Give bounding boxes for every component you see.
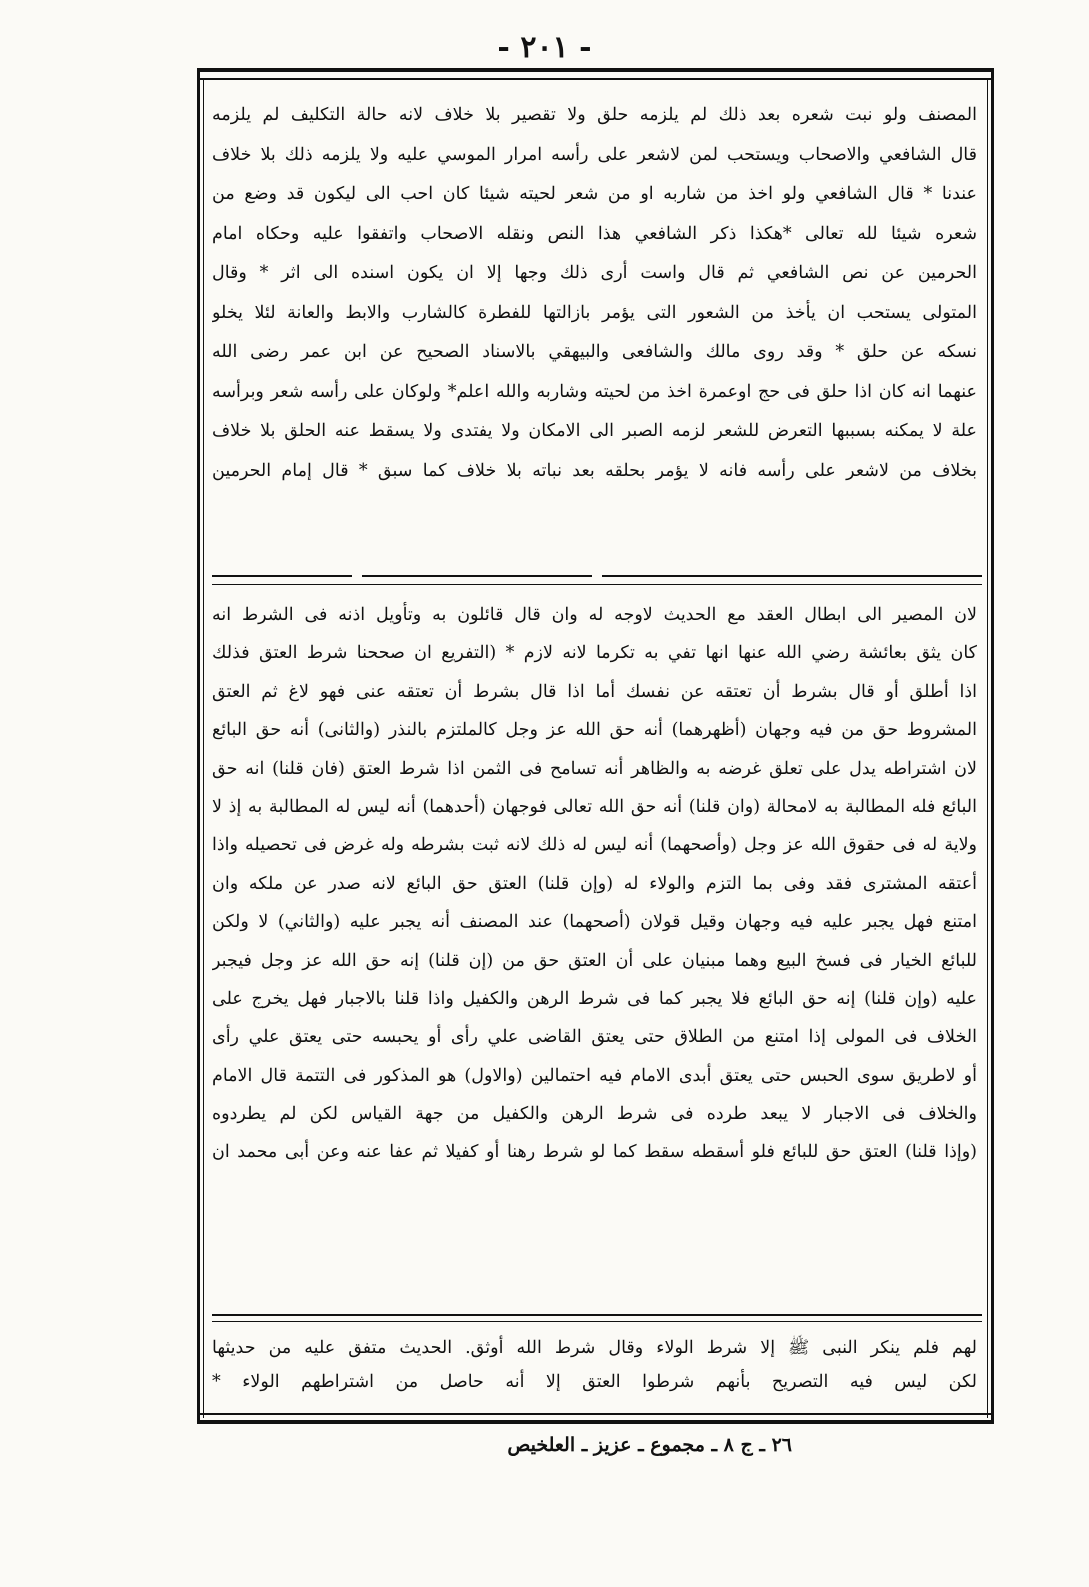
frame-left-inner-border	[203, 78, 204, 1418]
footnote-text-line: لهم فلم ينكر النبى ﷺ إلا شرط الولاء وقال شرط الله أوثق. الحديث متفق عليه من حديثها	[212, 1338, 977, 1358]
commentary-text-line: المشروط حق من فيه وجهان (أظهرهما) أنه حق الله عز وجل كالملتزم بالنذر (والثانى) أنه حق البائع	[212, 720, 977, 741]
frame-left-border	[197, 68, 200, 1424]
commentary-text-line: عليه (وإن قلنا) إنه حق البائع فلا يجبر كما فى شرط الرهن والكفيل واذا قلنا بالاجبار فهل يخرج على	[212, 988, 977, 1009]
frame-right-border	[991, 68, 994, 1424]
commentary-text-line: ولاية له فى حقوق الله عز وجل (وأصحهما) أنه ليس له ذلك لانه ثبت بشرطه وله غرض فى تحصيله واذا	[212, 835, 977, 856]
main-text-line: عندنا * قال الشافعي ولو اخذ من شاربه او من شعر لحيته شيئا كان احب الى ليكون قد وضع من	[212, 184, 977, 204]
footnote-divider	[212, 1314, 982, 1316]
commentary-text-line: امتنع فهل يجبر عليه فيه وجهان وقيل قولان (أصحهما) عند المصنف أنه يجبر عليه (والثاني) لا ولكن	[212, 912, 977, 933]
main-text-line: نسكه عن حلق * وقد روى مالك والشافعى والبيهقي بالاسناد الصحيح عن ابن عمر رضى الله	[212, 342, 977, 362]
section-divider-thin	[212, 584, 982, 585]
commentary-text-line: أعتقه المشترى فقد وفى بما التزم والولاء له (وإن قلنا) العتق حق البائع لانه صدر عن ملكه وان	[212, 873, 977, 894]
commentary-text-line: البائع فله المطالبة به لامحالة (وان قلنا) أنه حق الله تعالى فوجهان (أحدهما) أنه ليس له المطالبة به إذ لا	[212, 796, 977, 817]
section-divider	[212, 575, 352, 577]
frame-top-border	[197, 68, 994, 72]
main-text-line: الحرمين عن نص الشافعي ثم قال واست أرى ذلك وجها إلا ان يكون اسنده الى اثر * وقال	[212, 263, 977, 283]
commentary-text-line: والخلاف فى الاجبار لا يبعد طرده فى شرط الرهن والكفيل من جهة القياس لكن لم يطردوه	[212, 1104, 977, 1125]
commentary-text-line: لان المصير الى ابطال العقد مع الحديث لاوجه له وان قال قائلون به وتأويل اذنه فى الشرط انه	[212, 605, 977, 625]
commentary-text-line: لان اشتراطه يدل على تعلق غرضه به والظاهر أنه تسامح فى الثمن اذا شرط العتق (فان قلنا) انه حق	[212, 758, 977, 779]
footnote-text-line: لكن ليس فيه التصريح بأنهم شرطوا العتق إلا أنه حاصل من اشتراطهم الولاء *	[212, 1372, 977, 1392]
main-text-line: المصنف ولو نبت شعره بعد ذلك لم يلزمه حلق ولا تقصير بلا خلاف لانه حالة التكليف لم يلزمه	[212, 105, 977, 125]
commentary-text-line: أو لاطريق سوى الحبس حتى يعتق أبدى الامام فيه احتمالين (والاول) هو المذكور فى التتمة قال الامام	[212, 1065, 977, 1086]
main-text-line: عنهما انه كان اذا حلق فى حج اوعمرة اخذ من لحيته وشاربه والله اعلم* ولوكان على رأسه شعر وبرأسه	[212, 381, 977, 402]
frame-right-inner-border	[987, 78, 988, 1418]
section-divider	[602, 575, 982, 577]
printer-signature: ٢٦ ـ ج ٨ ـ مجموع ـ عزيز ـ العلخيص	[507, 1434, 792, 1456]
frame-top-inner-border	[200, 78, 991, 80]
commentary-text-line: اذا أطلق أو قال بشرط أن تعتقه عن نفسك أما اذا قال بشرط أن تعتقه عنى فهو لاغ ثم العتق	[212, 681, 977, 702]
main-text-line: بخلاف من لاشعر على رأسه فانه لا يؤمر بحلقه بعد نباته بلا خلاف كما سبق * قال إمام الحرمين	[212, 460, 977, 481]
commentary-text-line: الخلاف فى المولى إذا امتنع من الطلاق حتى يعتق القاضى علي رأى أو يحبسه حتى يعتق علي رأى	[212, 1027, 977, 1048]
frame-bottom-border	[197, 1420, 994, 1424]
footnote-divider-thin	[212, 1321, 982, 1322]
commentary-text-block	[212, 596, 977, 1172]
footnote-text-block	[212, 1331, 977, 1399]
main-text-line: قال الشافعي والاصحاب ويستحب لمن لاشعر على رأسه امرار الموسي عليه ولا يلزمه ذلك بلا خلاف	[212, 144, 977, 165]
frame-bottom-inner-border	[200, 1413, 991, 1415]
main-text-line: المتولى يستحب ان يأخذ من الشعور التى يؤمر بازالتها للفطرة كالشارب والابط والعانة لئلا يخلو	[212, 302, 977, 323]
main-text-line: شعره شيئا لله تعالى *هكذا ذكر الشافعي هذا النص ونقله الاصحاب واتفقوا عليه وحكاه امام	[212, 223, 977, 244]
section-divider	[362, 575, 592, 577]
commentary-text-line: للبائع الخيار فى فسخ البيع وهما مبنيان على أن العتق حق من (إن قلنا) إنه حق الله عز وجل فيجبر	[212, 950, 977, 971]
page-number: - ٢٠١ -	[497, 30, 592, 65]
main-text-block	[212, 96, 977, 491]
commentary-text-line: (وإذا قلنا) العتق حق للبائع فلو أسقطه سقط كما لو شرط رهنا أو كفيلا ثم عفا عنه وعن أبى محمد ان	[212, 1142, 977, 1163]
main-text-line: علة لا يمكنه بسببها التعرض للشعر لزمه الصبر الى الامكان ولا يفتدى ولا يسقط عنه الحلق بلا خلاف	[212, 421, 977, 441]
commentary-text-line: كان يثق بعائشة رضي الله عنها انها تفي به تكرما لانه لازم * (التفريع ان صححنا شرط العتق فذلك	[212, 643, 977, 664]
